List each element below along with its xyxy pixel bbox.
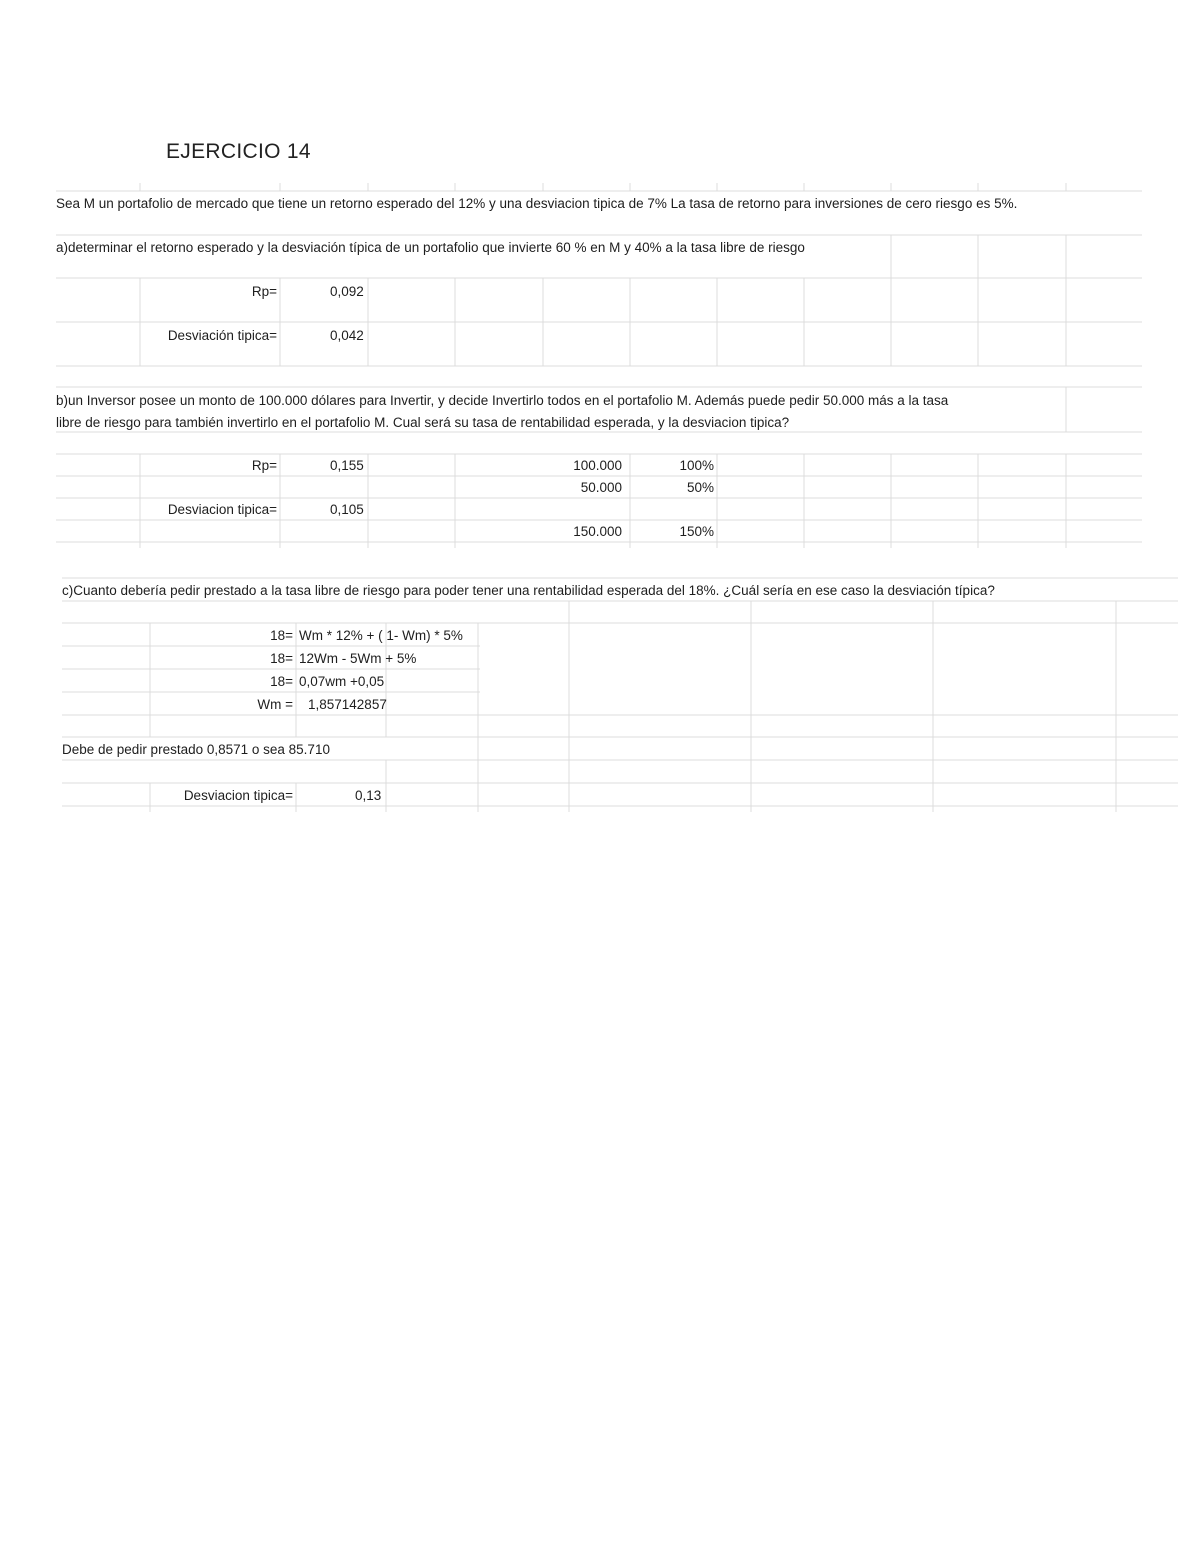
part-b-amount-own: 100.000 [573,458,622,473]
part-c-wm-value: 1,857142857 [308,697,387,712]
part-b-question-line2: libre de riesgo para también invertirlo en el portafolio M. Cual será su tasa de rentabilidad esperada, y la desviacion tipica? [56,415,790,430]
part-b-dev-value: 0,105 [330,502,364,517]
part-a-question: a)determinar el retorno esperado y la desviación típica de un portafolio que invierte 60 % en M y 40% a la tasa libre de riesgo [56,240,805,255]
part-b-percent-total: 150% [679,524,714,539]
part-c-conclusion: Debe de pedir prestado 0,8571 o sea 85.710 [62,742,330,757]
problem-statement: Sea M un portafolio de mercado que tiene un retorno esperado del 12% y una desviacion tipica de 7% La tasa de retorno para inversiones de cero riesgo es 5%. [56,196,1018,211]
part-b-question-line1: b)un Inversor posee un monto de 100.000 dólares para Invertir, y decide Invertirlo todos en el portafolio M. Además puede pedir 50.000 más a la tasa [56,393,949,408]
part-b-percent-borrowed: 50% [686,480,714,495]
part-a-rp-label: Rp= [251,284,277,299]
part-b-amount-borrowed: 50.000 [580,480,622,495]
part-c-dev-value: 0,13 [355,788,382,803]
part-c-eq-label: Wm = [257,697,293,712]
part-b-rp-value: 0,155 [330,458,364,473]
part-a-rp-value: 0,092 [330,284,364,299]
part-a-dev-label: Desviación tipica= [167,328,277,343]
part-c-eq-value: 12Wm - 5Wm + 5% [299,651,417,666]
part-b-amount-total: 150.000 [573,524,622,539]
page-title: EJERCICIO 14 [166,140,311,163]
part-b-dev-label: Desviacion tipica= [167,502,277,517]
part-c-eq-value: 0,07wm +0,05 [299,674,385,689]
part-b-rp-label: Rp= [251,458,277,473]
part-a-dev-value: 0,042 [330,328,364,343]
part-c-eq-label: 18= [270,674,293,689]
part-c-question: c)Cuanto debería pedir prestado a la tasa libre de riesgo para poder tener una rentabilidad esperada del 18%. ¿Cuál sería en ese caso la desviación típica? [62,583,995,598]
part-b-percent-own: 100% [679,458,714,473]
part-c-eq-label: 18= [270,651,293,666]
part-c-eq-value: Wm * 12% + ( 1- Wm) * 5% [299,628,463,643]
part-c-dev-label: Desviacion tipica= [183,788,293,803]
part-c-eq-label: 18= [270,628,293,643]
